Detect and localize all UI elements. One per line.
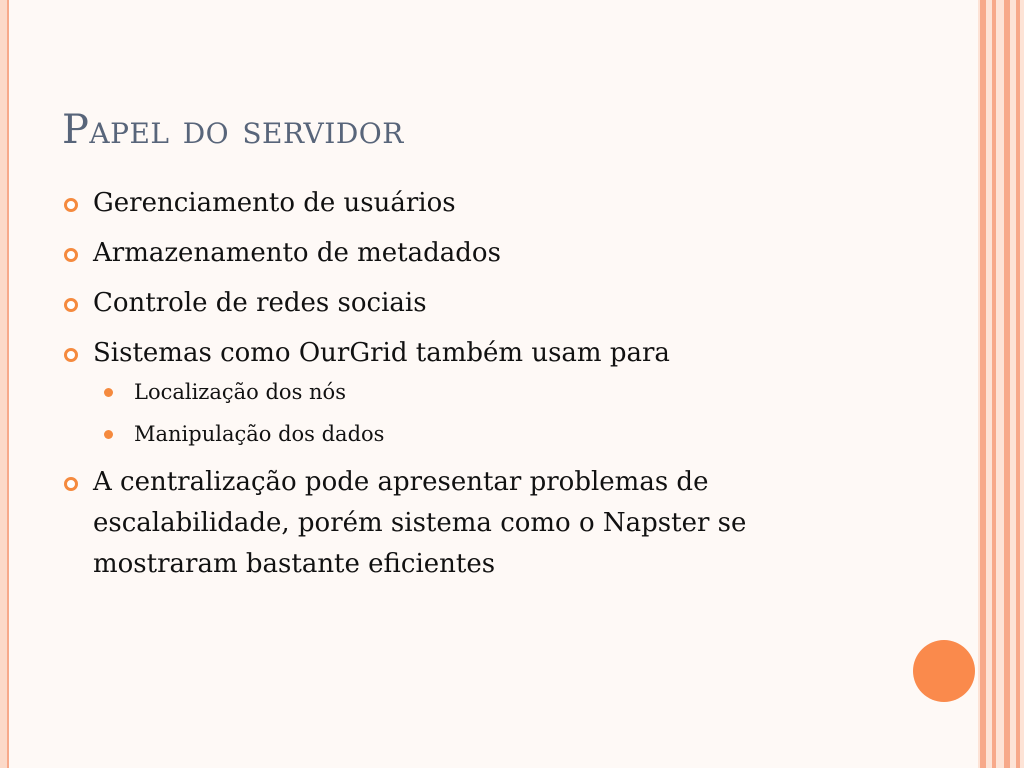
bullet-ring-icon	[64, 248, 78, 262]
bullet-text: A centralização pode apresentar problemas de escalabilidade, porém sistema como o Napster se mostraram bastante eficientes	[93, 467, 747, 579]
bullet-text: Armazenamento de metadados	[93, 238, 501, 268]
decorative-circle	[913, 640, 975, 702]
bullet-item	[62, 236, 892, 270]
sub-bullet-item	[104, 420, 892, 448]
stripe	[980, 0, 986, 768]
sub-bullet-item	[104, 378, 892, 406]
sub-bullet-list	[62, 378, 892, 448]
bullet-ring-icon	[64, 298, 78, 312]
bullet-list	[62, 186, 892, 601]
bullet-text: Controle de redes sociais	[93, 288, 427, 318]
sub-bullet-text: Manipulação dos dados	[134, 422, 385, 446]
bullet-item	[62, 286, 892, 320]
bullet-item	[62, 186, 892, 220]
left-border-decoration	[0, 0, 9, 768]
bullet-dot-icon	[104, 430, 113, 439]
bullet-ring-icon	[64, 477, 78, 491]
right-stripes-decoration	[978, 0, 1024, 768]
bullet-dot-icon	[104, 388, 113, 397]
stripe	[992, 0, 996, 768]
sub-bullet-text: Localização dos nós	[134, 380, 346, 404]
bullet-text: Gerenciamento de usuários	[93, 188, 456, 218]
bullet-ring-icon	[64, 198, 78, 212]
stripe	[1004, 0, 1010, 768]
bullet-item	[62, 462, 892, 585]
bullet-ring-icon	[64, 348, 78, 362]
bullet-item	[62, 336, 892, 370]
stripe	[1016, 0, 1020, 768]
bullet-text: Sistemas como OurGrid também usam para	[93, 338, 670, 368]
slide-title: Papel do servidor	[62, 107, 404, 153]
